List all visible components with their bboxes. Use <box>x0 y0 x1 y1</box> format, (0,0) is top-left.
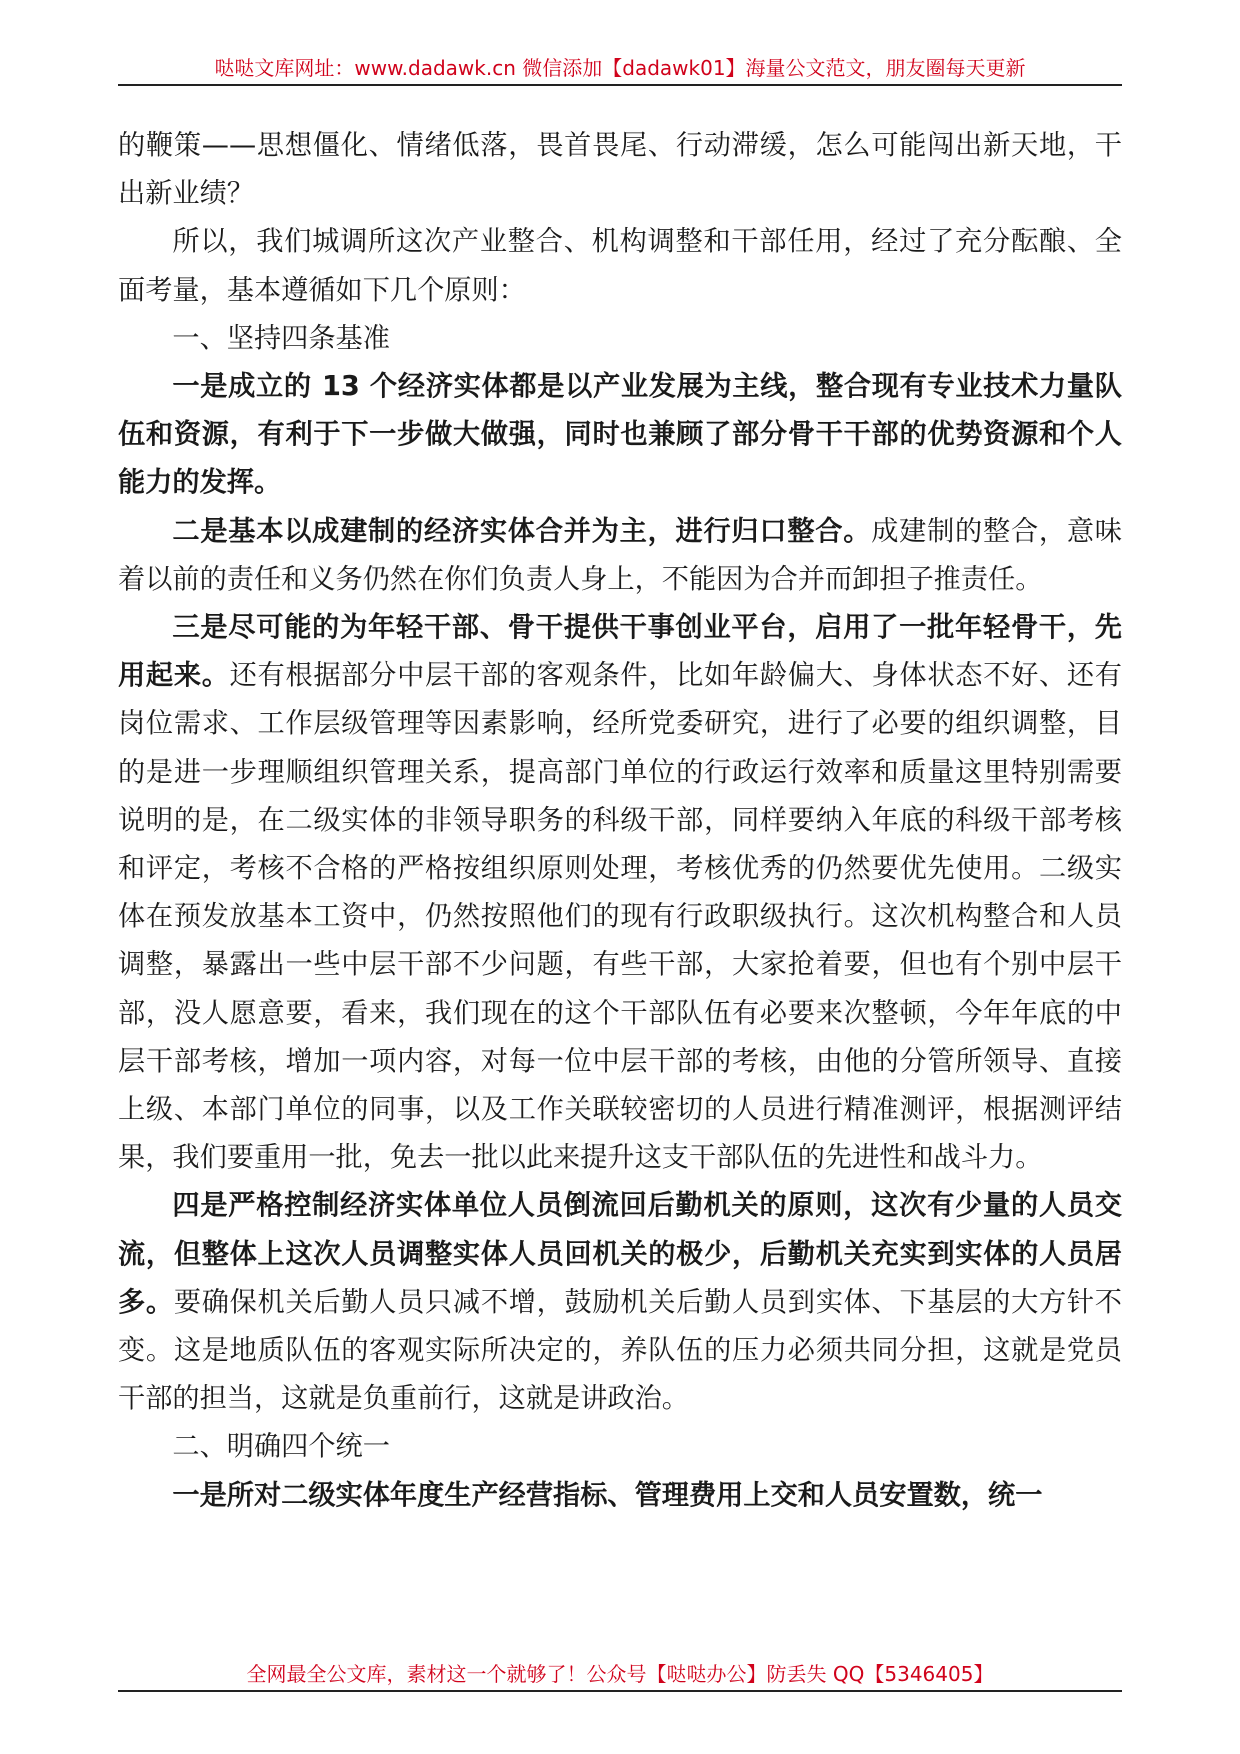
document-body <box>118 122 1122 1520</box>
section-heading: 二、明确四个统一 <box>172 1431 390 1463</box>
paragraph-text: 要确保机关后勤人员只减不增，鼓励机关后勤人员到实体、下基层的大方针不变。这是地质队伍的客观实际所决定的，养队伍的压力必须共同分担，这就是党员干部的担当，这就是负重前行，这就是讲政治。 <box>118 1286 1122 1415</box>
paragraph: 的鞭策——思想僵化、情绪低落，畏首畏尾、行动滞缓，怎么可能闯出新天地，干出新业绩？ <box>118 130 1122 210</box>
paragraph-bold: 一是成立的 13 个经济实体都是以产业发展为主线，整合现有专业技术力量队伍和资源，有利于下一步做大做强，同时也兼顾了部分骨干干部的优势资源和个人能力的发挥。 <box>118 371 1122 499</box>
lead-sentence: 四是严格控制经济实体单位人员倒流回后勤机关的原则，这次有少量的人员交流，但整体上这次人员调整实体人员回机关的极少，后勤机关充实到实体的人员居多。 <box>118 1190 1122 1318</box>
paragraph <box>118 604 1122 1182</box>
paragraph <box>118 1182 1122 1423</box>
paragraph: 所以，我们城调所这次产业整合、机构调整和干部任用，经过了充分酝酿、全面考量，基本遵循如下几个原则： <box>118 226 1122 306</box>
lead-sentence: 二是基本以成建制的经济实体合并为主，进行归口整合。 <box>172 515 872 547</box>
page-header: 哒哒文库网址：www.dadawk.cn 微信添加【dadawk01】海量公文范文，朋友圈每天更新 <box>118 52 1122 86</box>
paragraph-bold: 一是所对二级实体年度生产经营指标、管理费用上交和人员安置数，统一 <box>172 1479 1043 1511</box>
paragraph <box>118 508 1122 604</box>
page-footer: 全网最全公文库，素材这一个就够了！公众号【哒哒办公】防丢失 QQ【5346405】 <box>118 1658 1122 1692</box>
paragraph-text: 成建制的整合，意味着以前的责任和义务仍然在你们负责人身上，不能因为合并而卸担子推责任。 <box>118 515 1122 595</box>
lead-sentence: 三是尽可能的为年轻干部、骨干提供干事创业平台，启用了一批年轻骨干，先用起来。 <box>118 612 1122 692</box>
section-heading: 一、坚持四条基准 <box>172 322 390 354</box>
paragraph-text: 还有根据部分中层干部的客观条件，比如年龄偏大、身体状态不好、还有岗位需求、工作层级管理等因素影响，经所党委研究，进行了必要的组织调整，目的是进一步理顺组织管理关系，提高部门单位的行政运行效率和质量这里特别需要说明的是，在二级实体的非领导职务的科级干部，同样要纳入年底的科级干部考核和评定，考核不合格的严格按组织原则处理，考核优秀的仍然要优先使用。二级实体在预发放基本工资中，仍然按照他们的现有行政职级执行。这次机构整合和人员调整，暴露出一些中层干部不少问题，有些干部，大家抢着要，但也有个别中层干部，没人愿意要，看来，我们现在的这个干部队伍有必要来次整顿，今年年底的中层干部考核，增加一项内容，对每一位中层干部的考核，由他的分管所领导、直接上级、本部门单位的同事，以及工作关联较密切的人员进行精准测评，根据测评结果，我们要重用一批，免去一批以此来提升这支干部队伍的先进性和战斗力。 <box>118 660 1122 1174</box>
